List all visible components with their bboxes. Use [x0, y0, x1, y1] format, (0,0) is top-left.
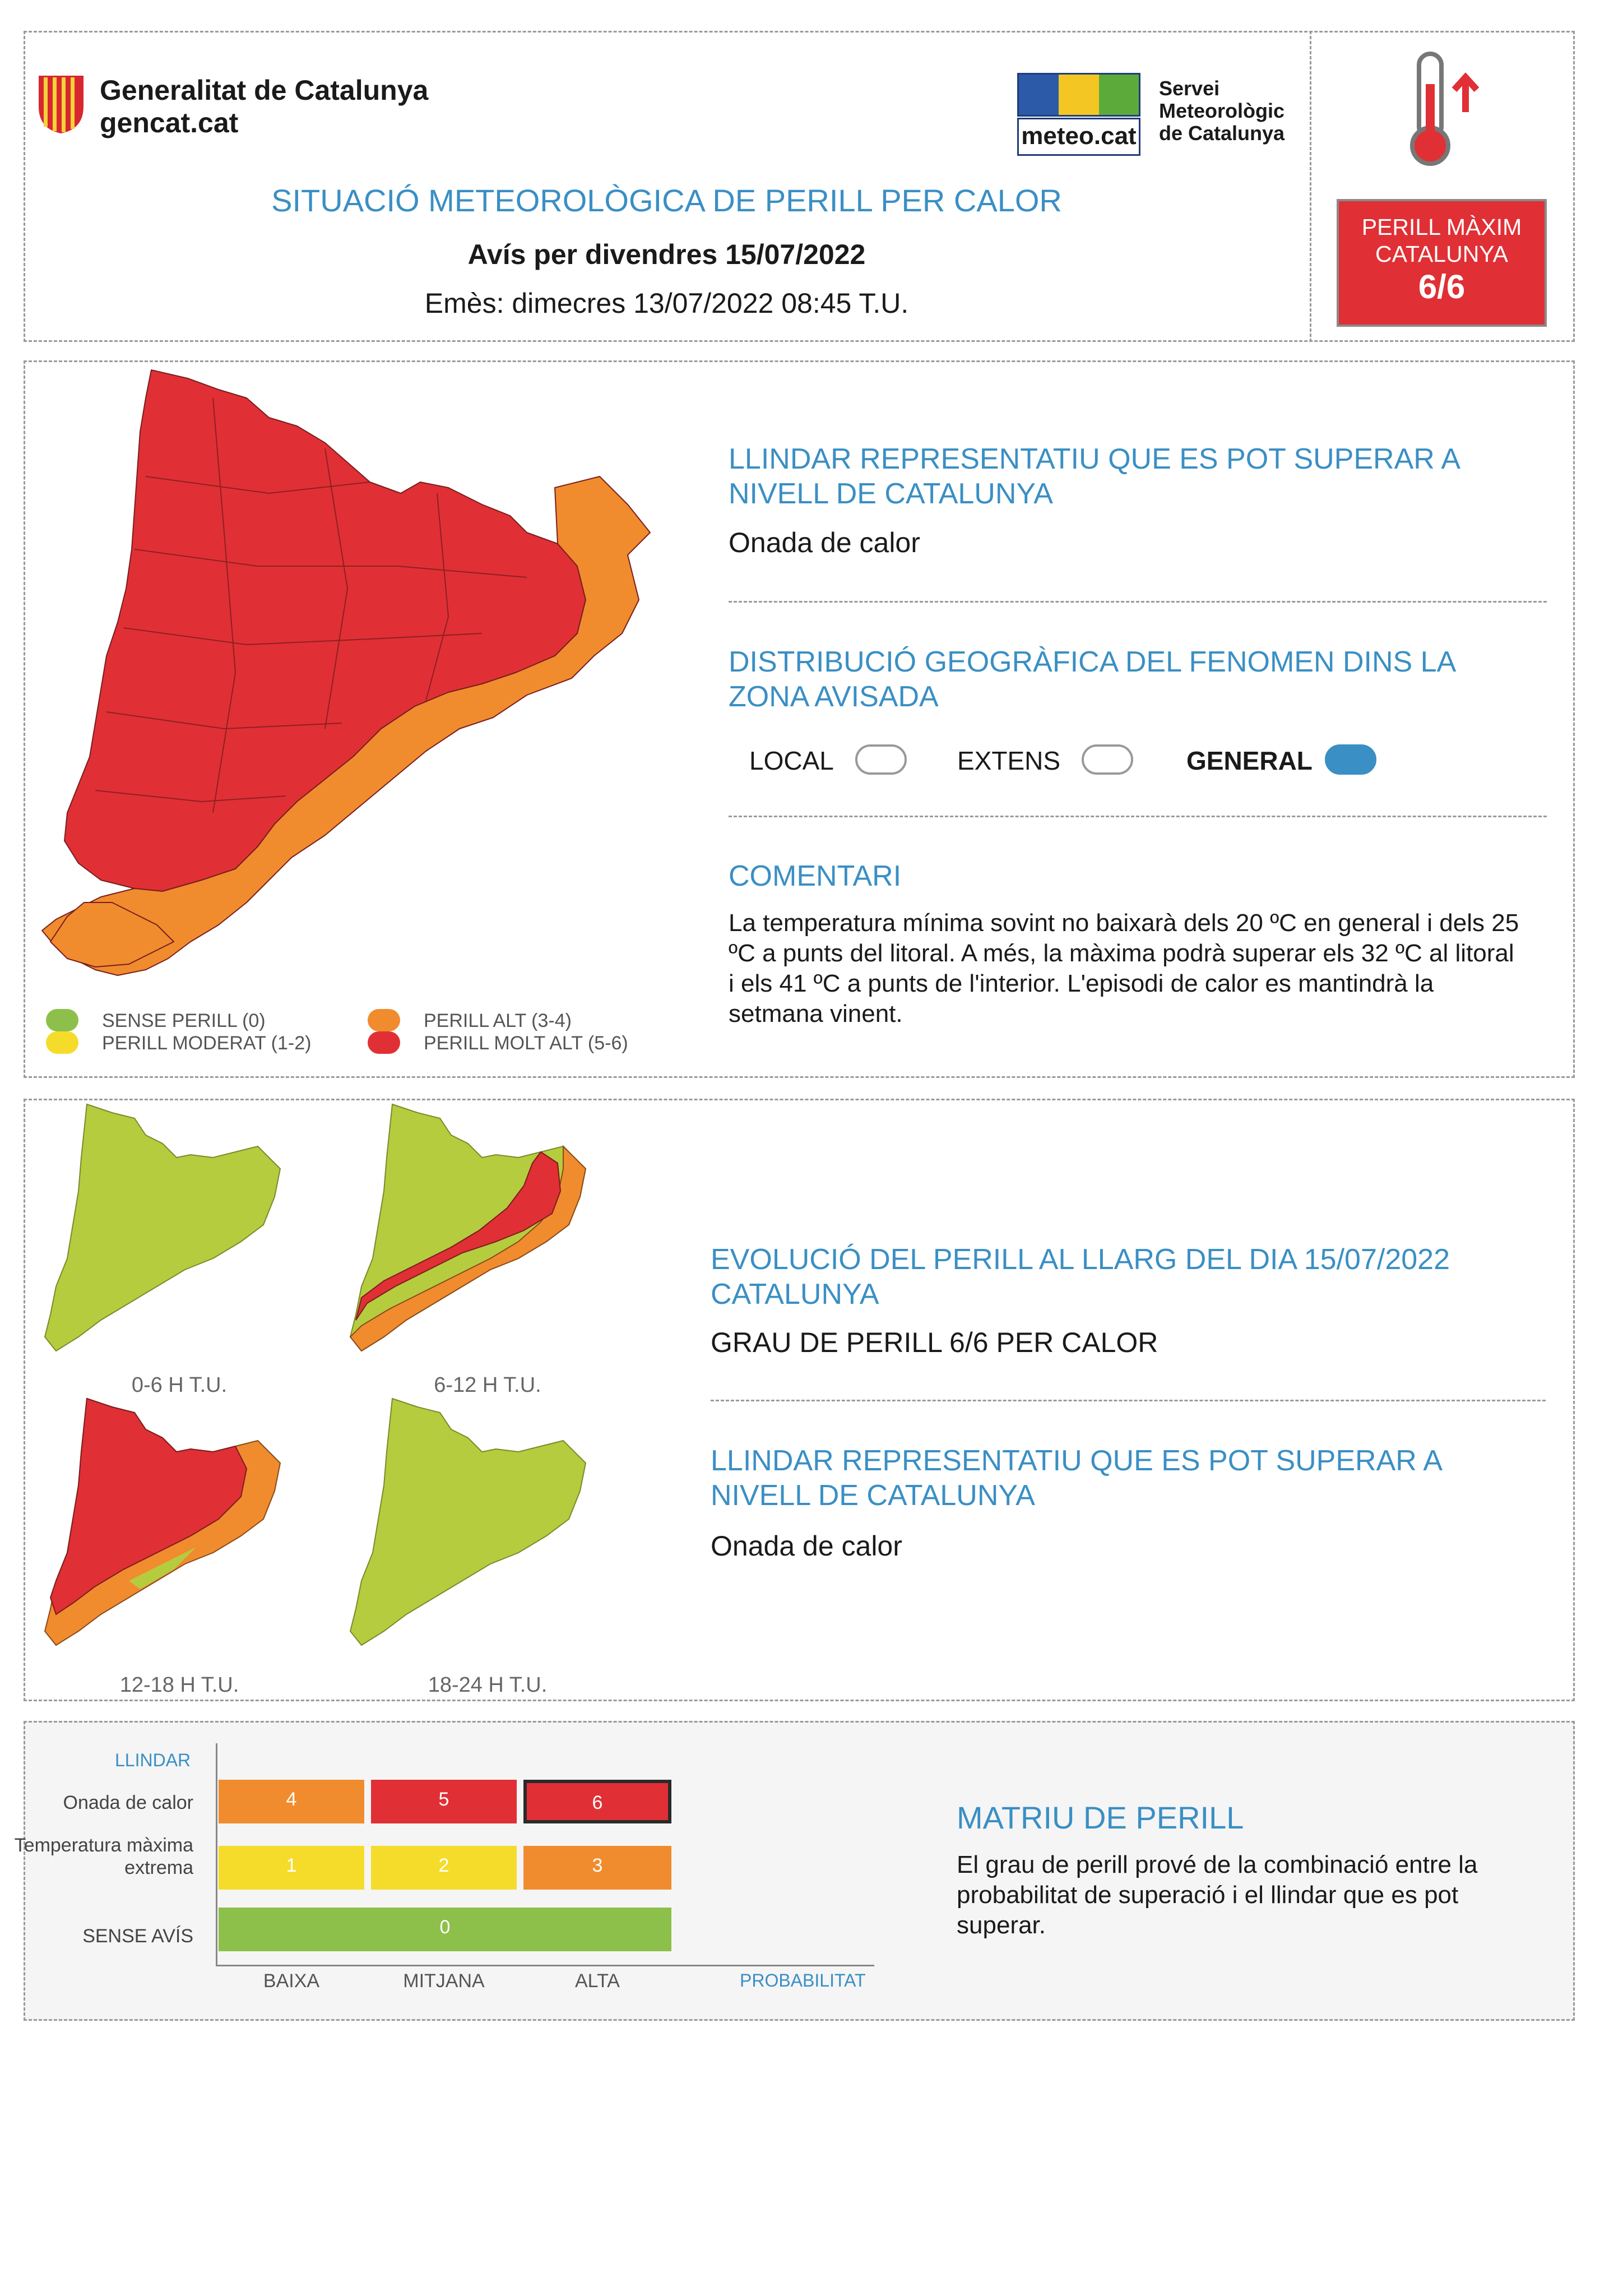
evolution-value: GRAU DE PERILL 6/6 PER CALOR: [711, 1327, 1158, 1358]
thermometer-icon: [1404, 50, 1488, 168]
threshold-value: Onada de calor: [729, 527, 920, 558]
map-18-24: [339, 1396, 608, 1665]
threshold-title-2: LLINDAR REPRESENTATIU QUE ES POT SUPERAR A NIVELL DE CATALUNYA: [711, 1445, 1441, 1512]
map-label-12-18: 12-18 H T.U.: [119, 1673, 239, 1697]
legend-label-moderate: PERILL MODERAT (1-2): [102, 1033, 312, 1054]
divider: [729, 816, 1547, 817]
legend-dot-no-danger: [46, 1009, 78, 1031]
matrix-col-baixa: BAIXA: [263, 1970, 320, 1992]
legend-label-very-high: PERILL MOLT ALT (5-6): [424, 1033, 628, 1054]
catalonia-danger-map: [34, 364, 667, 998]
matrix-x-axis-label: PROBABILITAT: [740, 1970, 866, 1991]
matrix-cell-5: 5: [371, 1780, 517, 1823]
legend-dot-moderate: [46, 1031, 78, 1054]
distribution-title: DISTRIBUCIÓ GEOGRÀFICA DEL FENOMEN DINS LA ZONA AVISADA: [729, 646, 1455, 713]
matrix-x-axis: [216, 1965, 874, 1966]
distribution-general-label: GENERAL: [1186, 746, 1313, 775]
comment-text: La temperatura mínima sovint no baixarà dels 20 ºC en general i dels 25 ºC a punts del litoral. A més, la màxima podrà superar els 32 ºC al litoral i els 41 ºC a punts de l'interior. L'episodi de calor es mantindrà la setmana vinent.: [729, 909, 1519, 1027]
matrix-cell-3: 3: [523, 1846, 671, 1890]
matrix-description: El grau de perill prové de la combinació entre la probabilitat de superació i el llindar que es pot superar.: [957, 1851, 1478, 1939]
distribution-local-label: LOCAL: [749, 746, 834, 775]
max-danger-label-1: PERILL MÀXIM: [1361, 214, 1522, 240]
warning-date: Avís per divendres 15/07/2022: [467, 239, 866, 270]
matrix-row-onada: Onada de calor: [63, 1792, 193, 1813]
distribution-extens-toggle[interactable]: [1082, 744, 1133, 775]
generalitat-logo: [36, 73, 86, 135]
matrix-row-temperatura: Temperatura màxima extrema: [14, 1835, 193, 1878]
legend-dot-very-high: [368, 1031, 400, 1054]
divider: [729, 601, 1547, 603]
matrix-y-axis-label: LLINDAR: [115, 1750, 191, 1770]
threshold-value-2: Onada de calor: [711, 1530, 902, 1562]
org-name: [100, 74, 428, 139]
map-0-6: [34, 1101, 303, 1371]
matrix-row-sense-avis: SENSE AVÍS: [82, 1925, 193, 1947]
servei-line-2: Meteorològic: [1159, 99, 1285, 122]
matrix-col-mitjana: MITJANA: [403, 1970, 485, 1992]
matrix-col-alta: ALTA: [575, 1970, 620, 1992]
comment-title: COMENTARI: [729, 860, 902, 892]
max-danger-badge: [1337, 199, 1547, 327]
header-divider: [1310, 31, 1311, 342]
distribution-general-toggle[interactable]: [1325, 744, 1376, 775]
org-website: gencat.cat: [100, 107, 239, 138]
issued-time: Emès: dimecres 13/07/2022 08:45 T.U.: [424, 288, 909, 319]
matrix-cell-0: 0: [219, 1908, 671, 1951]
evolution-title: EVOLUCIÓ DEL PERILL AL LLARG DEL DIA 15/07/2022: [711, 1243, 1450, 1276]
evolution-region: CATALUNYA: [711, 1278, 879, 1311]
meteocat-logo: [1017, 73, 1140, 156]
map-label-0-6: 0-6 H T.U.: [131, 1373, 228, 1397]
max-danger-value: 6/6: [1418, 268, 1466, 305]
servei-meteorologic-name: [1159, 77, 1293, 145]
meteocat-logo-text: meteo.cat: [1017, 118, 1140, 156]
distribution-local-toggle[interactable]: [855, 744, 907, 775]
matrix-y-axis: [216, 1743, 217, 1965]
matrix-cell-6-selected: 6: [523, 1780, 671, 1823]
threshold-title: LLINDAR REPRESENTATIU QUE ES POT SUPERAR A NIVELL DE CATALUNYA: [729, 443, 1459, 510]
matrix-title: MATRIU DE PERILL: [957, 1800, 1244, 1835]
matrix-cell-4: 4: [219, 1780, 364, 1823]
matrix-cell-1: 1: [219, 1846, 364, 1890]
page-title: SITUACIÓ METEOROLÒGICA DE PERILL PER CALOR: [271, 183, 1062, 218]
divider: [711, 1400, 1546, 1401]
map-label-18-24: 18-24 H T.U.: [428, 1673, 548, 1697]
map-label-6-12: 6-12 H T.U.: [434, 1373, 541, 1397]
max-danger-label-2: CATALUNYA: [1375, 241, 1508, 267]
matrix-cell-2: 2: [371, 1846, 517, 1890]
distribution-extens-label: EXTENS: [957, 746, 1061, 775]
servei-line-3: de Catalunya: [1159, 122, 1285, 145]
map-6-12: [339, 1101, 608, 1371]
org-name-line-1: Generalitat de Catalunya: [100, 75, 429, 106]
legend-label-high: PERILL ALT (3-4): [424, 1010, 572, 1031]
legend-label-no-danger: SENSE PERILL (0): [102, 1010, 266, 1031]
servei-line-1: Servei: [1159, 77, 1220, 100]
map-12-18: [34, 1396, 303, 1665]
legend-dot-high: [368, 1009, 400, 1031]
